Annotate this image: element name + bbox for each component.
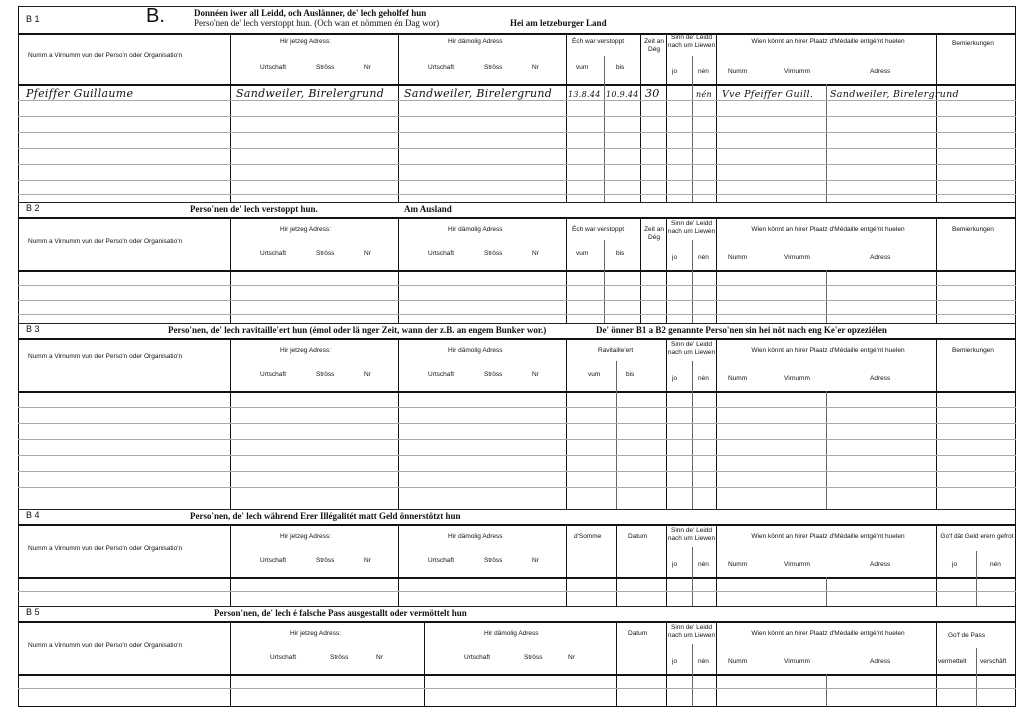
col-medal-name-label: Numm [728,375,748,382]
entry-medal-address: Sandweiler, Birelergrund [830,89,959,100]
col-to-label: bis [616,250,625,257]
col-name-label: Numm a Virnumm vun der Perso'n oder Organisatio'n [28,545,183,552]
col-current-address-label: Hir jetzeg Adress: [280,347,331,354]
col-yes-label: jo [672,375,678,382]
col-to-label: bis [616,64,625,71]
col-provided-label: vermettelt [938,658,967,665]
col-former-address-label: Hir dämolig Adress [448,38,503,45]
form-subtitle: Perso'nen de' lech verstoppt hun. (Och wan et nömmen én Dag wor) [194,18,440,28]
form-title: Donnéen iwer all Leidd, och Auslänner, de' lech geholfef hun [194,8,427,18]
col-date-label: Datum [628,630,648,637]
col-medal-first-label: Virnumm [784,658,810,665]
col-remarks-label: Bemierkungen [952,226,994,233]
col-current-address-label: Hir jetzeg Adress: [280,226,331,233]
col-street-label: Ströss [524,654,543,661]
col-current-address-label: Hir jetzeg Adress: [290,630,341,637]
col-mediated-label: verschäft [980,658,1007,665]
col-no-label: nén [698,658,709,665]
col-alive-label: Sinn de' Leidd nach um Liewen [667,624,716,639]
col-former-address-label: Hir dämolig Adress [448,226,503,233]
col-street-label: Ströss [484,250,503,257]
section-id: B 2 [26,203,40,213]
col-medal-label: Wien könnt an hirer Plaatz d'Médaille entgé'nt huelen [751,38,905,45]
col-yes-label: jo [952,561,958,568]
col-from-label: vum [576,250,589,257]
col-former-address-label: Hir dämolig Adress [448,347,503,354]
col-current-address-label: Hir jetzeg Adress: [280,38,331,45]
section-id: B 4 [26,510,40,520]
col-nr-label: Nr [364,64,371,71]
col-no-label: nén [698,561,709,568]
col-nr-label: Nr [568,654,575,661]
col-medal-first-label: Virnumm [784,254,810,261]
col-yes-label: jo [672,658,678,665]
col-medal-first-label: Virnumm [784,561,810,568]
form-sheet [18,6,1016,707]
col-medal-address-label: Adress [870,254,891,261]
col-yes-label: jo [672,254,678,261]
col-alive-label: Sinn de' Leidd nach um Liewen [667,220,716,235]
entry-medal-name: Vve Pfeiffer Guill. [722,89,814,100]
col-town-label: Urtschaft [260,371,287,378]
col-medal-address-label: Adress [870,561,891,568]
section-b5-title: Person'nen, de' lech é falsche Pass ausgestallt oder vermöttelt hun [214,608,467,618]
entry-alive: nén [696,90,712,99]
column-header [18,218,1016,272]
section-id: B 5 [26,607,40,617]
col-medal-label: Wien könnt an hirer Plaatz d'Médaille entgé'nt huelen [751,347,905,354]
col-yes-label: jo [672,68,678,75]
col-nr-label: Nr [532,371,539,378]
section-b1 [18,6,1016,202]
col-nr-label: Nr [532,64,539,71]
col-medal-label: Wien könnt an hirer Plaatz d'Médaille entgé'nt huelen [751,533,905,540]
col-street-label: Ströss [484,64,503,71]
col-street-label: Ströss [330,654,349,661]
col-days-label: Zeit an Dég [644,38,664,53]
col-nr-label: Nr [532,557,539,564]
section-b2-header-bar [18,202,1016,219]
b2-body [18,270,1016,323]
col-medal-address-label: Adress [870,68,891,75]
col-remarks-label: Bemierkungen [952,40,994,47]
section-b2-title: Perso'nen de' lech verstoppt hun. [190,204,318,214]
section-b3-title: Perso'nen, de' lech ravitaille'ert hun (émol oder lä nger Zeit, wann der z.B. an engem Bunker wor.) [168,325,547,335]
column-header [18,339,1016,393]
col-town-label: Urtschaft [428,250,455,257]
col-street-label: Ströss [316,64,335,71]
col-hidden-label: Éch war verstoppt [572,226,625,233]
col-from-label: vum [588,371,601,378]
col-remarks-label: Bemierkungen [952,347,994,354]
col-money-back-label: Go'f dät Geld erem gefrot [940,533,1014,540]
col-alive-label: Sinn de' Leidd nach um Liewen [667,527,716,542]
col-name-label: Numm a Virnumm vun der Perso'n oder Organisatio'n [28,353,183,360]
column-header [18,525,1016,579]
col-nr-label: Nr [364,371,371,378]
column-header [18,622,1016,676]
col-street-label: Ströss [484,371,503,378]
col-town-label: Urtschaft [428,371,455,378]
col-date-label: Datum [628,533,648,540]
section-b2-subtitle: Am Ausland [404,204,452,214]
col-supplied-label: Ravitaille'ert [598,347,634,354]
col-street-label: Ströss [316,250,335,257]
col-town-label: Urtschaft [270,654,297,661]
col-days-label: Zeit an Dég [644,226,664,241]
col-town-label: Urtschaft [260,557,287,564]
col-name-label: Numm a Virnumm vun der Perso'n oder Organisatio'n [28,642,183,649]
b4-body [18,577,1016,606]
col-passports-label: Go'f de Pass [948,632,986,639]
col-street-label: Ströss [484,557,503,564]
col-nr-label: Nr [376,654,383,661]
section-id: B 3 [26,324,40,334]
section-b4-header-bar [18,509,1016,526]
section-b3-subtitle: De' önner B1 a B2 genannte Perso'nen sin hei nöt nach eng Ke'er opzeziélen [596,325,887,335]
section-b4 [18,509,1016,606]
section-b5 [18,606,1016,707]
col-no-label: nén [698,254,709,261]
col-town-label: Urtschaft [260,250,287,257]
col-medal-address-label: Adress [870,375,891,382]
col-street-label: Ströss [316,557,335,564]
col-no-label: nén [990,561,1001,568]
col-alive-label: Sinn de' Leidd nach um Liewen [667,34,716,49]
entry-former-address: Sandweiler, Birelergrund [404,87,553,100]
col-nr-label: Nr [364,557,371,564]
col-medal-label: Wien könnt an hirer Plaatz d'Médaille entgé'nt huelen [751,630,905,637]
section-b4-title: Perso'nen, de' lech während Erer Illégalitét matt Geld önnerstötzt hun [190,511,461,521]
entry-to: 10.9.44 [606,90,639,99]
col-medal-name-label: Numm [728,658,748,665]
col-former-address-label: Hir dämolig Adress [484,630,539,637]
col-medal-address-label: Adress [870,658,891,665]
col-current-address-label: Hir jetzeg Adress: [280,533,331,540]
col-nr-label: Nr [532,250,539,257]
section-b3 [18,323,1016,509]
col-medal-name-label: Numm [728,561,748,568]
col-yes-label: jo [672,561,678,568]
land-label: Hei am letzeburger Land [510,18,607,28]
col-former-address-label: Hir dämolig Adress [448,533,503,540]
form-letter: B. [146,5,165,27]
col-medal-first-label: Virnumm [784,375,810,382]
section-b2 [18,202,1016,323]
col-no-label: nén [698,375,709,382]
col-from-label: vum [576,64,589,71]
entry-name: Pfeiffer Guillaume [26,87,134,100]
col-nr-label: Nr [364,250,371,257]
col-street-label: Ströss [316,371,335,378]
col-town-label: Urtschaft [428,64,455,71]
col-to-label: bis [626,371,635,378]
col-no-label: nén [698,68,709,75]
col-medal-name-label: Numm [728,68,748,75]
col-town-label: Urtschaft [464,654,491,661]
col-sum-label: d'Somme [574,533,602,540]
col-town-label: Urtschaft [260,64,287,71]
section-id: B 1 [26,14,40,24]
entry-current-address: Sandweiler, Birelergrund [236,87,385,100]
col-medal-label: Wien könnt an hirer Plaatz d'Médaille entgé'nt huelen [751,226,905,233]
b1-body [18,84,1016,202]
column-header [18,34,1016,86]
col-town-label: Urtschaft [428,557,455,564]
section-b5-header-bar [18,606,1016,623]
col-hidden-label: Éch war verstoppt [572,38,625,45]
col-medal-first-label: Virnumm [784,68,810,75]
b5-body [18,674,1016,707]
entry-days: 30 [645,87,660,100]
col-name-label: Numm a Virnumm vun der Perso'n oder Organisatio'n [28,52,183,59]
b3-body [18,391,1016,509]
col-alive-label: Sinn de' Leidd nach um Liewen [667,341,716,356]
col-medal-name-label: Numm [728,254,748,261]
col-name-label: Numm a Virnumm vun der Perso'n oder Organisatio'n [28,238,183,245]
entry-from: 13.8.44 [568,90,601,99]
